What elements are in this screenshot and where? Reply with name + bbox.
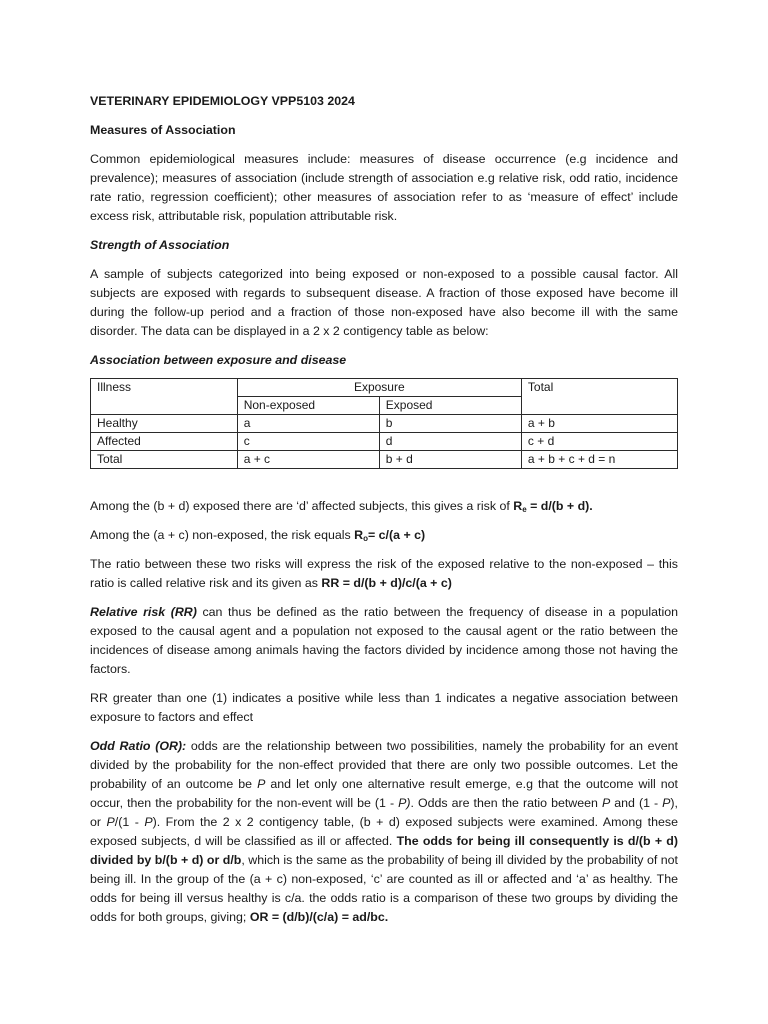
- ratio-paragraph: The ratio between these two risks will express the risk of the exposed relative to the non-exposed – this ratio is called relative risk and its given as RR = d/(b + d)/c/(a + c): [90, 557, 678, 590]
- risk-nonexposed-line: [90, 526, 678, 545]
- header-exposure: Exposure: [237, 379, 521, 397]
- risk-nonexposed-text: Among the (a + c) non-exposed, the risk equals: [90, 528, 355, 542]
- rr-interpretation-paragraph: RR greater than one (1) indicates a positive while less than 1 indicates a negative association between exposure to factors and effect: [90, 691, 678, 724]
- table-row: [91, 451, 678, 469]
- cell-exposed: d: [379, 433, 521, 451]
- cell-nonexposed: a + c: [237, 451, 379, 469]
- cell-total: a + b: [521, 415, 677, 433]
- document-title: VETERINARY EPIDEMIOLOGY VPP5103 2024: [90, 94, 355, 108]
- rr-definition-paragraph: Relative risk (RR) can thus be defined as the ratio between the frequency of disease in a population exposed to the causal agent and a population not exposed to the causal agent or the ratio between the incidences of disease among animals having the factors divided by incidence among those not having the factors.: [90, 605, 678, 676]
- cell-total: c + d: [521, 433, 677, 451]
- strength-heading: Strength of Association: [90, 238, 230, 252]
- rr-formula: RR = d/(b + d)/c/(a + c): [321, 576, 452, 590]
- risk-exposed-text: Among the (b + d) exposed there are ‘d’ affected subjects, this gives a risk of: [90, 499, 514, 513]
- table-row: [91, 415, 678, 433]
- cell-nonexposed: c: [237, 433, 379, 451]
- intro-paragraph: Common epidemiological measures include: measures of disease occurrence (e.g incidence and prevalence); measures of association (include strength of association e.g relative risk, odd ratio, incidence rate ratio, regression coefficient); other measures of association refer to as ‘measure of effect’ include excess risk, attributable risk, population attributable risk.: [90, 152, 678, 223]
- header-total: Total: [521, 379, 677, 415]
- cell-nonexposed: a: [237, 415, 379, 433]
- section-heading: Measures of Association: [90, 123, 236, 137]
- header-nonexposed: Non-exposed: [237, 397, 379, 415]
- table-caption: Association between exposure and disease: [90, 353, 347, 367]
- row-label: Total: [91, 451, 238, 469]
- cell-exposed: b: [379, 415, 521, 433]
- table-row: [91, 433, 678, 451]
- contingency-table: [90, 378, 678, 469]
- risk-exposed-formula: $R_e = d/(b + d)$.: [513, 499, 593, 514]
- or-formula: OR = (d/b)/(c/a) = ad/bc.: [249, 910, 389, 924]
- or-term: Odd Ratio (OR):: [90, 739, 187, 753]
- document-body: [90, 92, 678, 927]
- row-label: Affected: [91, 433, 238, 451]
- row-label: Healthy: [91, 415, 238, 433]
- cell-total: a + b + c + d = n: [521, 451, 677, 469]
- sample-paragraph: A sample of subjects categorized into being exposed or non-exposed to a possible causal factor. All subjects are exposed with regards to subsequent disease. A fraction of those exposed have become ill during the follow-up period and a fraction of those non-exposed have also become ill with the same disorder. The data can be displayed in a 2 x 2 contigency table as below:: [90, 267, 678, 338]
- table-header-row: [91, 379, 678, 397]
- rr-term: Relative risk (RR): [90, 605, 197, 619]
- header-illness: Illness: [91, 379, 238, 415]
- risk-nonexposed-formula: $R_o= c/(a + c)$: [354, 528, 426, 543]
- or-definition-paragraph: Odd Ratio (OR): odds are the relationship between two possibilities, namely the probability for an event divided by the probability for the non-effect provided that there are only two possible outcomes. Let the probability of an outcome be P and let only one alternative result emerge, e.g that the outcome will not occur, then the probability for the non-event will be (1 - P). Odds are then the ratio between P and (1 - P), or P/(1 - P). From the 2 x 2 contigency table, (b + d) exposed subjects were examined. Among these exposed subjects, d will be classified as ill or affected. The odds for being ill consequently is d/(b + d) divided by b/(b + d) or d/b, which is the same as the probability of being ill divided by the probability of not being ill. In the group of the (a + c) non-exposed, ‘c’ are counted as ill or affected and ‘a’ as healthy. The odds for being ill versus healthy is c/a. the odds ratio is a comparison of these two groups by dividing the odds for both groups, giving; OR = (d/b)/(c/a) = ad/bc.: [90, 739, 678, 924]
- risk-exposed-line: [90, 497, 678, 516]
- cell-exposed: b + d: [379, 451, 521, 469]
- header-exposed: Exposed: [379, 397, 521, 415]
- odds-statement: The odds for being ill consequently is d/(b + d) divided by b/(b + d) or d/b: [90, 834, 678, 867]
